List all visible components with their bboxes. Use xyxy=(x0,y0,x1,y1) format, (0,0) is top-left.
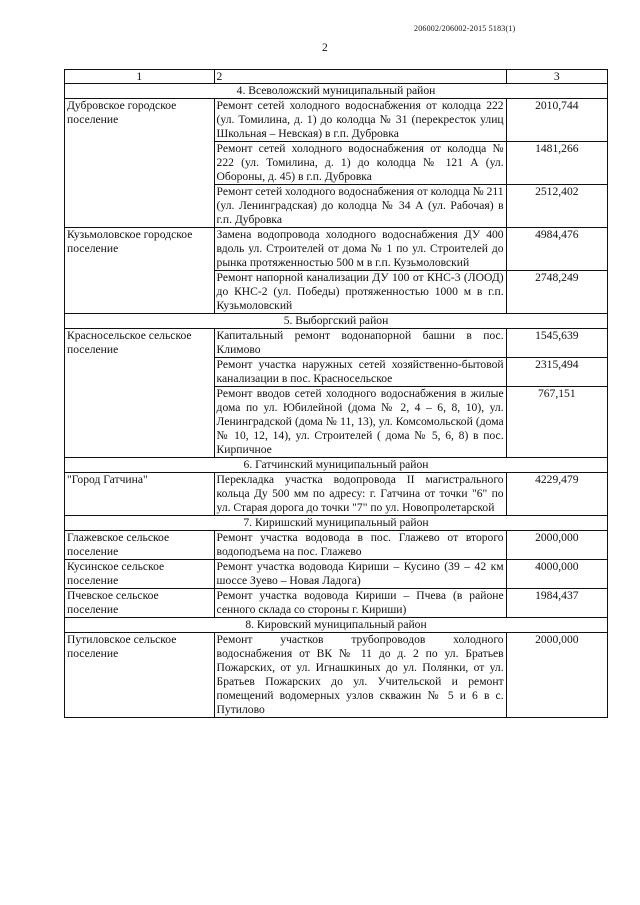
work-description-cell: Ремонт сетей холодного водоснабжения от колодца 222 (ул. Томилина, д. 1) до колодца № 31 (перекресток улиц Школьная – Невская) в г.п. Дубровка xyxy=(214,99,506,142)
work-description-cell: Ремонт сетей холодного водоснабжения от колодца № 211 (ул. Ленинградская) до колодца № 34 А (ул. Рабочая) в г.п. Дубровка xyxy=(214,185,506,228)
amount-cell: 767,151 xyxy=(506,387,607,458)
column-header: 3 xyxy=(506,70,607,84)
section-title: 6. Гатчинский муниципальный район xyxy=(65,458,608,473)
funding-table xyxy=(64,69,608,718)
table-row xyxy=(65,99,608,142)
amount-cell: 1984,437 xyxy=(506,589,607,618)
document-id: 206002/206002-2015 5183(1) xyxy=(414,24,516,33)
table-row xyxy=(65,473,608,516)
table-row xyxy=(65,560,608,589)
section-header-row xyxy=(65,84,608,99)
page-number: 2 xyxy=(322,42,328,54)
amount-cell: 2315,494 xyxy=(506,358,607,387)
section-title: 7. Киришский муниципальный район xyxy=(65,516,608,531)
table-row xyxy=(65,329,608,358)
table-row xyxy=(65,633,608,718)
column-header-row xyxy=(65,70,608,84)
amount-cell: 1545,639 xyxy=(506,329,607,358)
settlement-cell: "Город Гатчина" xyxy=(65,473,215,516)
work-description-cell: Ремонт вводов сетей холодного водоснабжения в жилые дома по ул. Юбилейной (дома № 2, 4 – 6, 8, 10), ул. Ленинградской (дома № 11, 13), ул. Комсомольской (дома № 10, 12, 14), ул. Строителей ( дома № 5, 6, 8) в пос. Кирпичное xyxy=(214,387,506,458)
column-header: 2 xyxy=(214,70,506,84)
work-description-cell: Капитальный ремонт водонапорной башни в пос. Климово xyxy=(214,329,506,358)
section-header-row xyxy=(65,458,608,473)
settlement-cell: Кусинское сельское поселение xyxy=(65,560,215,589)
amount-cell: 2000,000 xyxy=(506,633,607,718)
work-description-cell: Ремонт участка водовода Кириши – Пчева (в районе сенного склада со стороны г. Кириши) xyxy=(214,589,506,618)
settlement-cell: Пчевское сельское поселение xyxy=(65,589,215,618)
settlement-cell: Путиловское сельское поселение xyxy=(65,633,215,718)
table-row xyxy=(65,589,608,618)
section-title: 5. Выборгский район xyxy=(65,314,608,329)
amount-cell: 2000,000 xyxy=(506,531,607,560)
section-header-row xyxy=(65,516,608,531)
settlement-cell: Кузьмоловское городское поселение xyxy=(65,228,215,314)
work-description-cell: Ремонт участка водовода Кириши – Кусино (39 – 42 км шоссе Зуево – Новая Ладога) xyxy=(214,560,506,589)
table-row xyxy=(65,531,608,560)
section-title: 4. Всеволожский муниципальный район xyxy=(65,84,608,99)
work-description-cell: Ремонт участка наружных сетей хозяйственно-бытовой канализации в пос. Красносельское xyxy=(214,358,506,387)
amount-cell: 4984,476 xyxy=(506,228,607,271)
settlement-cell: Красносельское сельское поселение xyxy=(65,329,215,458)
work-description-cell: Ремонт напорной канализации ДУ 100 от КНС-3 (ЛООД) до КНС-2 (ул. Победы) протяженностью 1000 м в г.п. Кузьмоловский xyxy=(214,271,506,314)
section-title: 8. Кировский муниципальный район xyxy=(65,618,608,633)
work-description-cell: Перекладка участка водопровода II магистрального кольца Ду 500 мм по адресу: г. Гатчина от точки "6" по ул. Старая дорога до точки "7" по ул. Новопролетарской xyxy=(214,473,506,516)
amount-cell: 1481,266 xyxy=(506,142,607,185)
settlement-cell: Глажевское сельское поселение xyxy=(65,531,215,560)
section-header-row xyxy=(65,618,608,633)
amount-cell: 4229,479 xyxy=(506,473,607,516)
amount-cell: 2748,249 xyxy=(506,271,607,314)
work-description-cell: Ремонт сетей холодного водоснабжения от колодца № 222 (ул. Томилина, д. 1) до колодца № 121 А (ул. Обороны, д. 45) в г.п. Дубровка xyxy=(214,142,506,185)
amount-cell: 2512,402 xyxy=(506,185,607,228)
amount-cell: 2010,744 xyxy=(506,99,607,142)
column-header: 1 xyxy=(65,70,215,84)
section-header-row xyxy=(65,314,608,329)
amount-cell: 4000,000 xyxy=(506,560,607,589)
work-description-cell: Ремонт участка водовода в пос. Глажево от второго водоподъема на пос. Глажево xyxy=(214,531,506,560)
settlement-cell: Дубровское городское поселение xyxy=(65,99,215,228)
work-description-cell: Замена водопровода холодного водоснабжения ДУ 400 вдоль ул. Строителей от дома № 1 по ул. Строителей до рынка протяженностью 500 м в г.п. Кузьмоловский xyxy=(214,228,506,271)
work-description-cell: Ремонт участков трубопроводов холодного водоснабжения от ВК № 11 до д. 2 по ул. Братьев Пожарских, от ул. Игнашкиных до ул. Полянки, от ул. Братьев Пожарских до ул. Учительской и ремонт помещений водомерных узлов скважин № 5 и 6 в с. Путилово xyxy=(214,633,506,718)
table-row xyxy=(65,228,608,271)
